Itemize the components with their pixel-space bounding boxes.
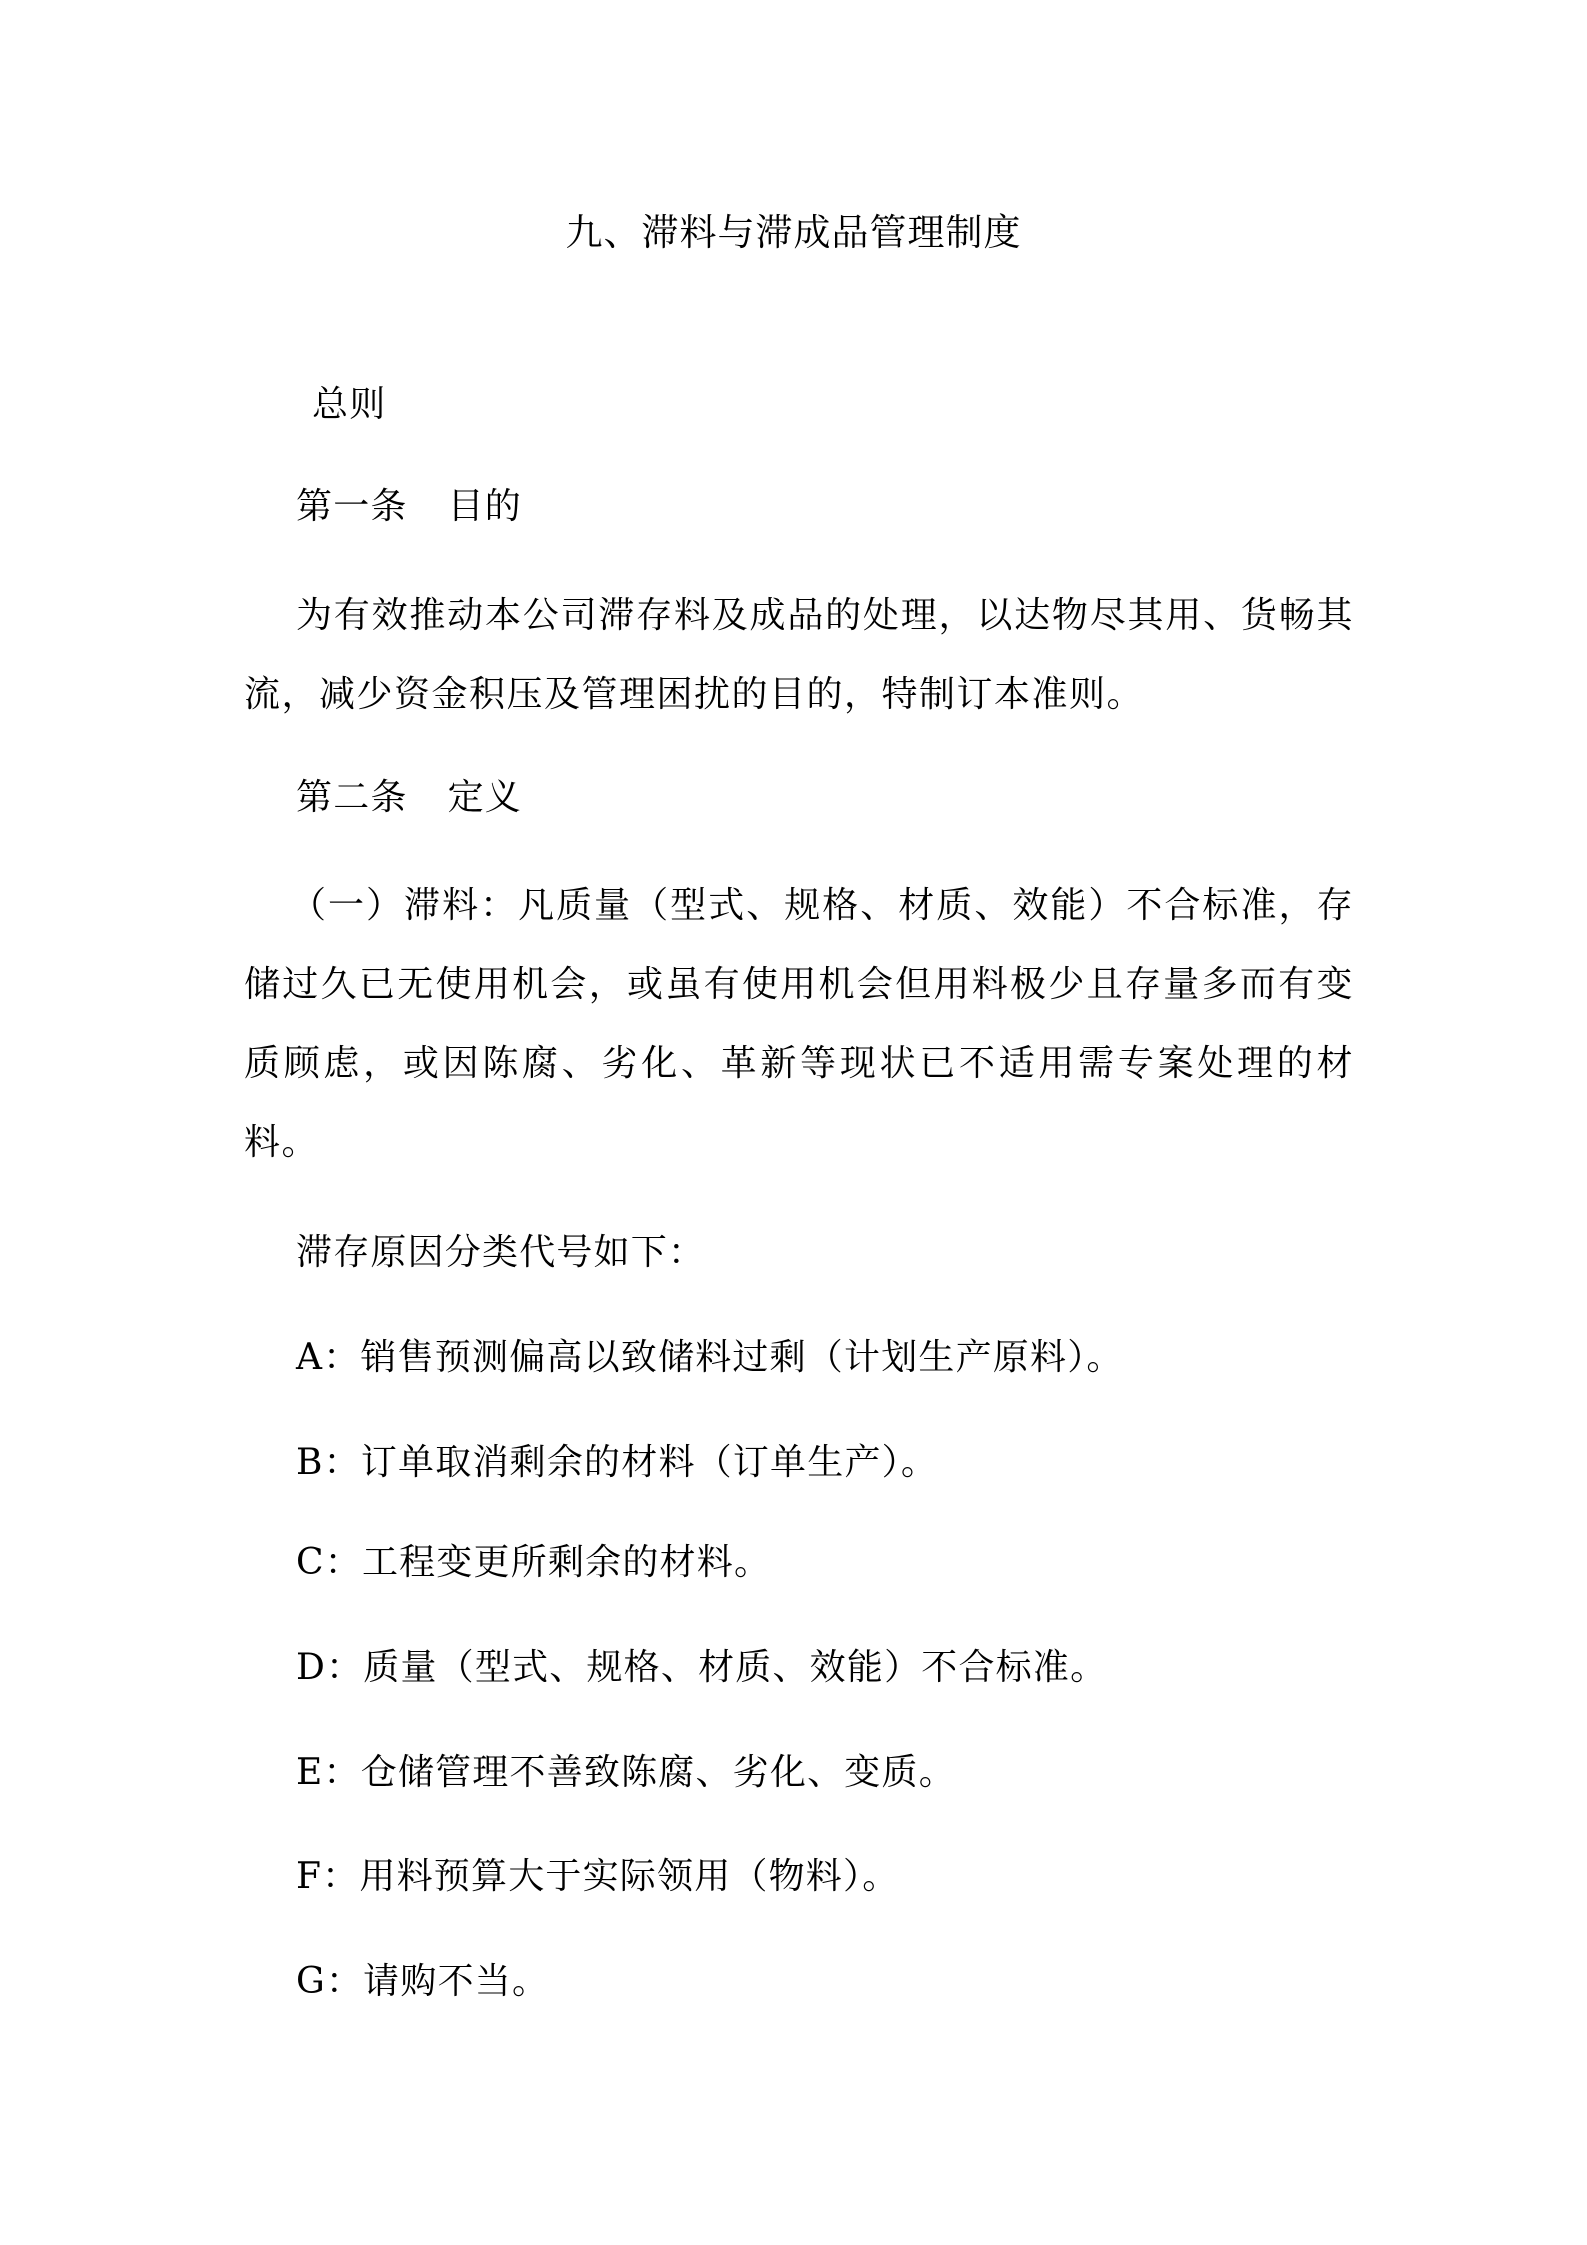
reason-code-label: A： [296,1337,361,1378]
reason-code-text: 请购不当。 [363,1961,550,2002]
reason-code-text: 质量（型式、规格、材质、效能）不合标准。 [363,1647,1108,1688]
reason-code-item [296,1643,1107,1693]
article-1-heading [296,482,522,532]
article-2-title: 定义 [447,777,523,818]
article-1-title: 目的 [447,486,523,527]
article-1-label: 第一条 [296,486,408,527]
reason-codes-intro: 滞存原因分类代号如下： [296,1232,706,1273]
definition-stagnant-material: （一）滞料：凡质量（型式、规格、材质、效能）不合标准，存储过久已无使用机会，或虽有使用机会但用料极少且存量多而有变质顾虑，或因陈腐、劣化、革新等现状已不适用需专案处理的材料。 [244,885,1354,1163]
reason-code-label: B： [296,1442,361,1483]
section-heading: 总则 [312,384,387,425]
reason-code-text: 仓储管理不善致陈腐、劣化、变质。 [360,1752,956,1793]
reason-code-label: D： [296,1647,364,1688]
reason-code-label: C： [296,1542,362,1583]
reason-code-item [296,1438,938,1488]
reason-code-item [296,1852,899,1902]
reason-code-item [296,1538,771,1588]
article-2-heading [296,773,522,823]
reason-code-label: F： [296,1856,360,1897]
reason-code-label: E： [296,1752,361,1793]
reason-code-text: 用料预算大于实际领用（物料）。 [359,1856,900,1897]
reason-code-item [296,1333,1124,1383]
reason-code-text: 订单取消剩余的材料（订单生产）。 [360,1442,939,1483]
reason-code-item [296,1957,549,2007]
document-title: 九、滞料与滞成品管理制度 [565,211,1022,254]
article-2-label: 第二条 [296,777,408,818]
reason-code-text: 工程变更所剩余的材料。 [361,1542,772,1583]
reason-code-label: G： [296,1961,364,2002]
article-1-body: 为有效推动本公司滞存料及成品的处理，以达物尽其用、货畅其流，减少资金积压及管理困扰的目的，特制订本准则。 [244,595,1354,715]
reason-code-text: 销售预测偏高以致储料过剩（计划生产原料）。 [360,1337,1124,1378]
reason-code-item [296,1748,956,1798]
